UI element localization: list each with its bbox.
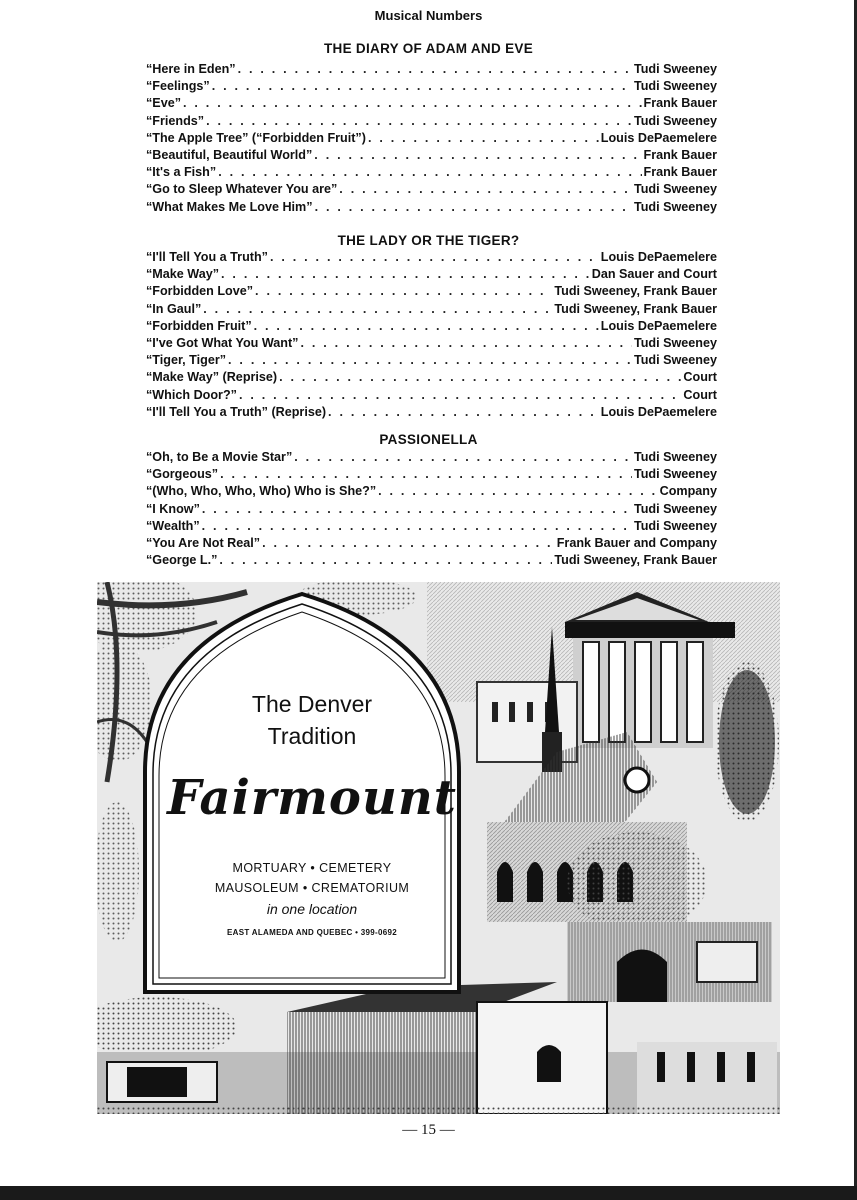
song-title: “Eve” <box>146 96 182 111</box>
dot-leader <box>203 302 552 316</box>
song-title: “What Makes Me Love Him” <box>146 199 313 214</box>
song-row <box>146 114 717 131</box>
song-title: “It's a Fish” <box>146 165 217 180</box>
ad-address: EAST ALAMEDA AND QUEBEC • 399-0692 <box>227 928 397 937</box>
song-row <box>146 62 717 79</box>
song-row <box>146 302 717 319</box>
song-title: “Go to Sleep Whatever You are” <box>146 182 338 197</box>
song-title: “George L.” <box>146 553 218 568</box>
song-performer: Tudi Sweeney <box>633 335 717 350</box>
song-performer: Tudi Sweeney, Frank Bauer <box>554 284 717 299</box>
song-list-diary-of-adam-and-eve <box>146 62 717 217</box>
song-performer: Frank Bauer <box>643 165 717 180</box>
dot-leader <box>220 467 632 481</box>
song-row <box>146 250 717 267</box>
dot-leader <box>212 79 632 93</box>
cemetery-illustration <box>97 582 780 1114</box>
section-title-passionella: PASSIONELLA <box>379 432 478 447</box>
fairmount-advertisement <box>97 582 780 1114</box>
song-title: “The Apple Tree” (“Forbidden Fruit”) <box>146 130 366 145</box>
dot-leader <box>255 284 552 298</box>
song-title: “Here in Eden” <box>146 62 236 76</box>
song-performer: Tudi Sweeney <box>633 79 717 94</box>
song-row <box>146 319 717 336</box>
dot-leader <box>206 114 632 128</box>
song-title: “Which Door?” <box>146 387 237 402</box>
song-row <box>146 79 717 96</box>
song-title: “Tiger, Tiger” <box>146 353 227 368</box>
song-row <box>146 370 717 387</box>
song-row <box>146 353 717 370</box>
ad-tagline-line1: The Denver <box>251 691 373 717</box>
song-performer: Tudi Sweeney <box>633 450 717 464</box>
song-row <box>146 388 717 405</box>
song-performer: Tudi Sweeney <box>633 199 717 214</box>
dot-leader <box>262 536 555 550</box>
dot-leader <box>254 319 599 333</box>
song-performer: Frank Bauer <box>643 147 717 162</box>
song-title: “Gorgeous” <box>146 467 219 482</box>
dot-leader <box>368 131 599 145</box>
song-performer: Tudi Sweeney <box>633 62 717 76</box>
song-list-passionella <box>146 450 717 570</box>
song-row <box>146 536 717 553</box>
dot-leader <box>202 519 632 533</box>
page-header: Musical Numbers <box>374 8 483 23</box>
song-title: “I'll Tell You a Truth” <box>146 250 268 264</box>
song-performer: Louis DePaemelere <box>600 130 717 145</box>
dot-leader <box>328 405 599 419</box>
song-performer: Tudi Sweeney <box>633 518 717 533</box>
song-row <box>146 131 717 148</box>
dot-leader <box>294 450 632 464</box>
ad-tagline-line2: Tradition <box>267 723 357 749</box>
song-row <box>146 267 717 284</box>
fairmount-logo: Fairmount <box>167 770 457 826</box>
dot-leader <box>270 250 599 264</box>
song-performer: Court <box>683 387 717 402</box>
ad-services-line1: MORTUARY • CEMETERY <box>232 861 392 875</box>
gatehouse-building <box>567 922 772 1002</box>
song-performer: Dan Sauer and Court <box>591 267 717 282</box>
song-title: “I've Got What You Want” <box>146 335 299 350</box>
song-performer: Frank Bauer and Company <box>556 535 717 550</box>
song-performer: Company <box>659 484 717 499</box>
dot-leader <box>239 388 681 402</box>
song-performer: Louis DePaemelere <box>600 250 717 264</box>
song-performer: Tudi Sweeney <box>633 113 717 128</box>
song-performer: Louis DePaemelere <box>600 318 717 333</box>
song-row <box>146 336 717 353</box>
song-row <box>146 200 717 217</box>
page-edge-bottom <box>0 1186 857 1200</box>
song-row <box>146 502 717 519</box>
section-title-diary-of-adam-and-eve: THE DIARY OF ADAM AND EVE <box>323 41 533 56</box>
song-row <box>146 96 717 113</box>
song-performer: Tudi Sweeney <box>633 182 717 197</box>
song-row <box>146 553 717 570</box>
song-row <box>146 519 717 536</box>
song-title: “You Are Not Real” <box>146 535 261 550</box>
song-title: “Wealth” <box>146 518 200 533</box>
song-title: “I'll Tell You a Truth” (Reprise) <box>146 404 327 419</box>
song-title: “Make Way” <box>146 267 220 282</box>
ad-tagline <box>148 688 476 752</box>
song-performer: Tudi Sweeney, Frank Bauer <box>554 553 717 568</box>
song-list-lady-or-the-tiger <box>146 250 717 422</box>
song-title: “Friends” <box>146 113 205 128</box>
song-row <box>146 165 717 182</box>
dot-leader <box>315 200 632 214</box>
song-performer: Court <box>683 370 717 385</box>
dot-leader <box>378 484 657 498</box>
page-number: — 15 — <box>402 1122 455 1138</box>
dot-leader <box>219 553 552 567</box>
song-row <box>146 450 717 467</box>
song-title: “(Who, Who, Who, Who) Who is She?” <box>146 484 377 499</box>
song-row <box>146 148 717 165</box>
section-title-lady-or-the-tiger: THE LADY OR THE TIGER? <box>337 233 520 248</box>
song-title: “In Gaul” <box>146 301 202 316</box>
song-performer: Tudi Sweeney <box>633 501 717 516</box>
song-performer: Tudi Sweeney <box>633 353 717 368</box>
song-title: “Oh, to Be a Movie Star” <box>146 450 293 464</box>
song-title: “Forbidden Love” <box>146 284 254 299</box>
song-row <box>146 284 717 301</box>
dot-leader <box>314 148 641 162</box>
dot-leader <box>221 267 590 281</box>
dot-leader <box>218 165 641 179</box>
song-title: “Feelings” <box>146 79 210 94</box>
ad-services <box>148 858 476 898</box>
song-performer: Tudi Sweeney <box>633 467 717 482</box>
song-title: “Forbidden Fruit” <box>146 318 252 333</box>
dot-leader <box>279 370 681 384</box>
ad-services-line2: MAUSOLEUM • CREMATORIUM <box>214 881 410 895</box>
song-performer: Frank Bauer <box>643 96 717 111</box>
song-title: “I Know” <box>146 501 200 516</box>
song-row <box>146 182 717 199</box>
song-performer: Louis DePaemelere <box>600 404 717 419</box>
song-performer: Tudi Sweeney, Frank Bauer <box>554 301 717 316</box>
dot-leader <box>228 353 632 367</box>
song-title: “Beautiful, Beautiful World” <box>146 147 313 162</box>
dot-leader <box>202 502 632 516</box>
dot-leader <box>183 96 641 110</box>
ad-location-note: in one location <box>266 901 358 917</box>
song-row <box>146 405 717 422</box>
dot-leader <box>300 336 631 350</box>
song-row <box>146 467 717 484</box>
song-row <box>146 484 717 501</box>
dot-leader <box>238 62 632 76</box>
song-title: “Make Way” (Reprise) <box>146 370 278 385</box>
dot-leader <box>339 182 632 196</box>
